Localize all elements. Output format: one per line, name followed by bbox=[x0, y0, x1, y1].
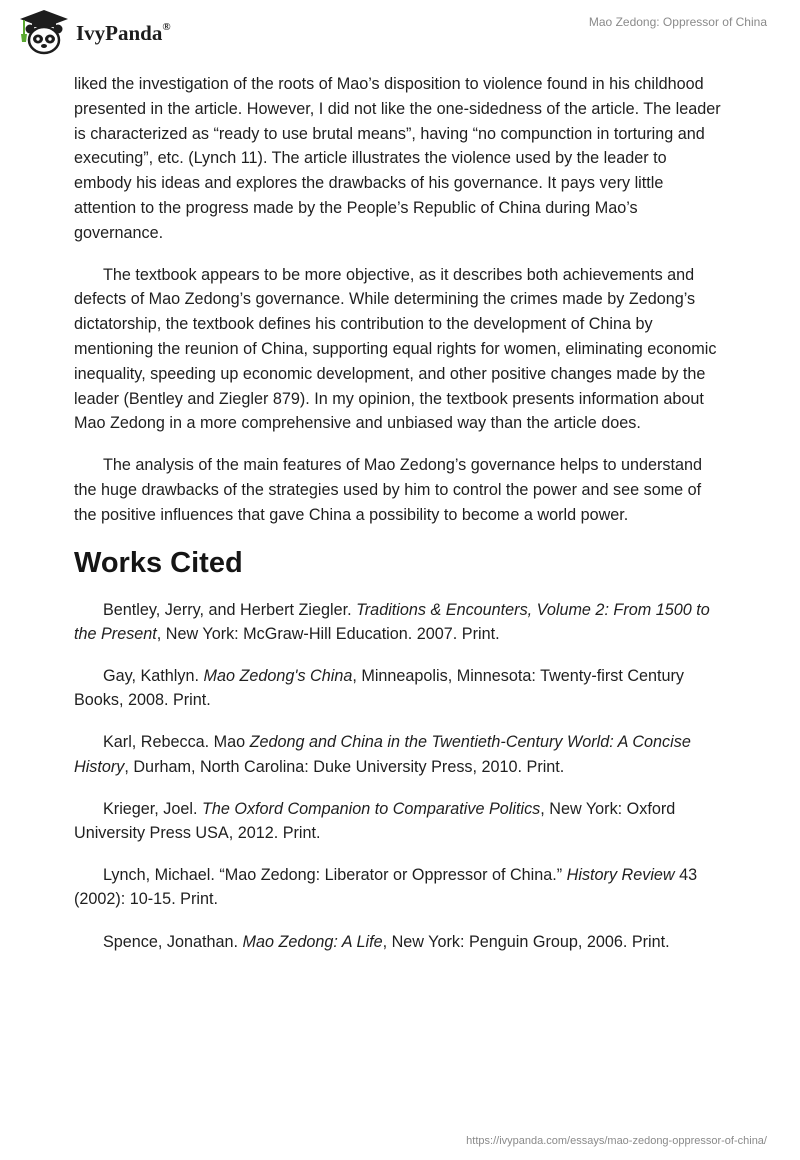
brand-name: IvyPanda® bbox=[76, 20, 171, 45]
citation: Lynch, Michael. “Mao Zedong: Liberator or Oppressor of China.” History Review 43 (2002): 10-15. Print. bbox=[74, 866, 698, 909]
citation: Karl, Rebecca. Mao Zedong and China in the Twentieth-Century World: A Concise History, Durham, North Carolina: Duke University Press, 2010. Print. bbox=[74, 733, 691, 776]
citation: Bentley, Jerry, and Herbert Ziegler. Traditions & Encounters, Volume 2: From 1500 to the Present, New York: McGraw-Hill Education. 2007. Print. bbox=[74, 600, 710, 643]
source-url[interactable]: https://ivypanda.com/essays/mao-zedong-oppressor-of-china/ bbox=[466, 1135, 767, 1147]
works-cited-heading: Works Cited bbox=[74, 546, 243, 579]
citation: Gay, Kathlyn. Mao Zedong's China, Minneapolis, Minnesota: Twenty-first Century Books, 2008. Print. bbox=[74, 666, 685, 710]
panda-graduation-cap-icon bbox=[14, 8, 74, 56]
body-paragraph: The textbook appears to be more objective, as it describes both achievements and defects of Mao Zedong’s governance. While determining the crimes made by Zedong’s dictatorship, the textbook defines his contribution to the development of China by mentioning the reunion of China, supporting equal rights for women, eliminating economic inequality, speeding up economic development, and other positive changes made by the leader (Bentley and Ziegler 879). In my opinion, the textbook presents information about Mao Zedong in a more comprehensive and unbiased way than the article does. bbox=[74, 265, 717, 433]
body-paragraph: liked the investigation of the roots of Mao’s disposition to violence found in his childhood presented in the article. However, I did not like the one-sidedness of the article. The leader is characterized as “ready to use brutal means”, having “no compunction in torturing and executing”, etc. (Lynch 11). The article illustrates the violence used by the leader to embody his ideas and explores the drawbacks of his governance. It pays very little attention to the progress made by the People’s Republic of China during Mao’s governance. bbox=[74, 75, 721, 242]
page-header bbox=[0, 0, 800, 70]
body-paragraph: The analysis of the main features of Mao Zedong’s governance helps to understand the huge drawbacks of the strategies used by him to control the power and see some of the positive influences that gave China a possibility to become a world power. bbox=[74, 456, 703, 524]
citation: Spence, Jonathan. Mao Zedong: A Life, New York: Penguin Group, 2006. Print. bbox=[103, 932, 670, 951]
citation: Krieger, Joel. The Oxford Companion to Comparative Politics, New York: Oxford University Press USA, 2012. Print. bbox=[74, 799, 676, 843]
ivypanda-logo[interactable] bbox=[14, 8, 171, 56]
document-title: Mao Zedong: Oppressor of China bbox=[588, 15, 767, 29]
essay-content bbox=[74, 72, 726, 972]
